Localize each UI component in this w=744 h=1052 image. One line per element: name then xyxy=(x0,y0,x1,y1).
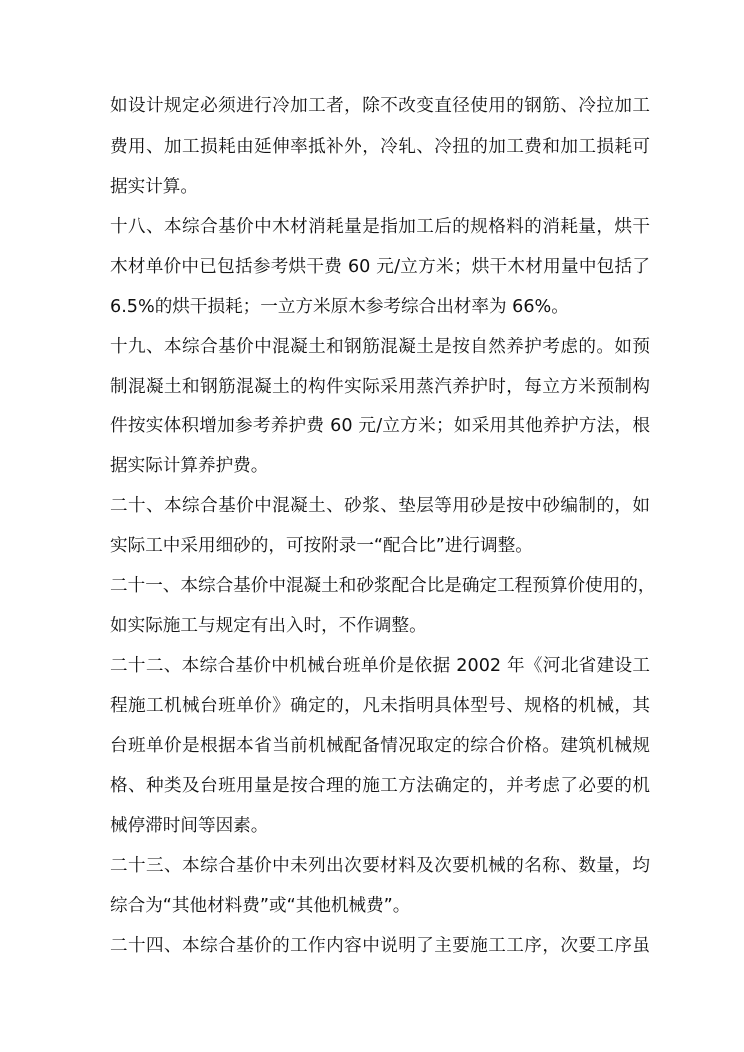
text-line: 实际工中采用细砂的，可按附录一“配合比”进行调整。 xyxy=(110,536,533,556)
text-line: 十九、本综合基价中混凝土和钢筋混凝土是按自然养护考虑的。如预 xyxy=(110,337,650,357)
text-line: 如实际施工与规定有出入时，不作调整。 xyxy=(110,616,427,636)
text-line: 二十四、本综合基价的工作内容中说明了主要施工工序，次要工序虽 xyxy=(110,936,650,956)
text-line: 台班单价是根据本省当前机械配备情况取定的综合价格。建筑机械规 xyxy=(110,736,650,756)
text-line: 械停滞时间等因素。 xyxy=(110,816,269,836)
text-line: 程施工机械台班单价》确定的，凡未指明具体型号、规格的机械，其 xyxy=(110,696,650,716)
text-line: 6.5%的烘干损耗；一立方米原木参考综合出材率为 66%。 xyxy=(110,297,569,317)
text-line: 费用、加工损耗由延伸率抵补外，冷轧、冷扭的加工费和加工损耗可 xyxy=(110,137,650,157)
text-line: 如设计规定必须进行冷加工者，除不改变直径使用的钢筋、冷拉加工 xyxy=(110,96,650,116)
text-line: 二十一、本综合基价中混凝土和砂浆配合比是确定工程预算价使用的， xyxy=(110,576,656,596)
text-line: 二十、本综合基价中混凝土、砂浆、垫层等用砂是按中砂编制的，如 xyxy=(110,496,650,516)
text-line: 据实际计算养护费。 xyxy=(110,456,269,476)
text-line: 十八、本综合基价中木材消耗量是指加工后的规格料的消耗量，烘干 xyxy=(110,217,650,237)
text-line: 制混凝土和钢筋混凝土的构件实际采用蒸汽养护时，每立方米预制构 xyxy=(110,377,650,397)
text-line: 综合为“其他材料费”或“其他机械费”。 xyxy=(110,896,411,916)
text-line: 格、种类及台班用量是按合理的施工方法确定的，并考虑了必要的机 xyxy=(110,776,650,796)
text-line: 据实计算。 xyxy=(110,177,198,197)
text-line: 二十二、本综合基价中机械台班单价是依据 2002 年《河北省建设工 xyxy=(110,656,650,676)
text-line: 二十三、本综合基价中未列出次要材料及次要机械的名称、数量，均 xyxy=(110,856,650,876)
text-line: 木材单价中已包括参考烘干费 60 元/立方米；烘干木材用量中包括了 xyxy=(110,257,650,277)
text-line: 件按实体积增加参考养护费 60 元/立方米；如采用其他养护方法，根 xyxy=(110,416,650,436)
